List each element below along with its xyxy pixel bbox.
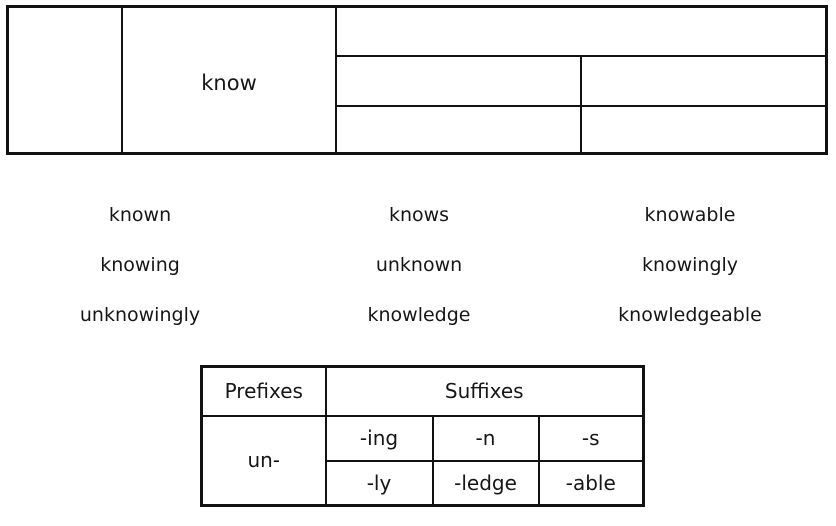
word-bank-word: knowledge (367, 304, 471, 326)
answer-row-middle (337, 57, 825, 107)
answer-cell-bottom-left (337, 107, 582, 152)
root-table-right-section (337, 8, 825, 152)
suffix-cell: -ledge (433, 461, 539, 506)
prefixes-header-cell: Prefixes (202, 367, 326, 416)
word-bank-word: unknowingly (79, 304, 201, 326)
root-word-label: know (201, 71, 257, 95)
word-bank-word: knowable (644, 204, 736, 226)
word-bank-word: knowledgeable (618, 304, 762, 326)
word-bank-word: knows (388, 204, 450, 226)
affix-table-row (202, 416, 644, 461)
root-word-table (6, 5, 828, 155)
answer-row-bottom (337, 107, 825, 152)
word-bank-word: known (108, 204, 172, 226)
suffix-cell: -n (433, 416, 539, 461)
affix-table (200, 365, 645, 507)
answer-cell-bottom-right (582, 107, 825, 152)
answer-cell-middle-right (582, 57, 825, 105)
word-bank-word: knowing (100, 254, 180, 276)
root-table-empty-cell (9, 8, 123, 152)
root-word-cell (123, 8, 337, 152)
suffix-cell: -s (539, 416, 644, 461)
word-bank (0, 190, 836, 340)
suffix-cell: -ly (326, 461, 433, 506)
answer-cell-middle-left (337, 57, 582, 105)
word-bank-word: unknown (375, 254, 463, 276)
suffixes-header-cell: Suffixes (326, 367, 644, 416)
suffix-cell: -able (539, 461, 644, 506)
prefix-cell: un- (202, 416, 326, 506)
affix-table-header-row (202, 367, 644, 416)
suffix-cell: -ing (326, 416, 433, 461)
word-bank-word: knowingly (641, 254, 739, 276)
answer-cell-top (337, 8, 825, 57)
